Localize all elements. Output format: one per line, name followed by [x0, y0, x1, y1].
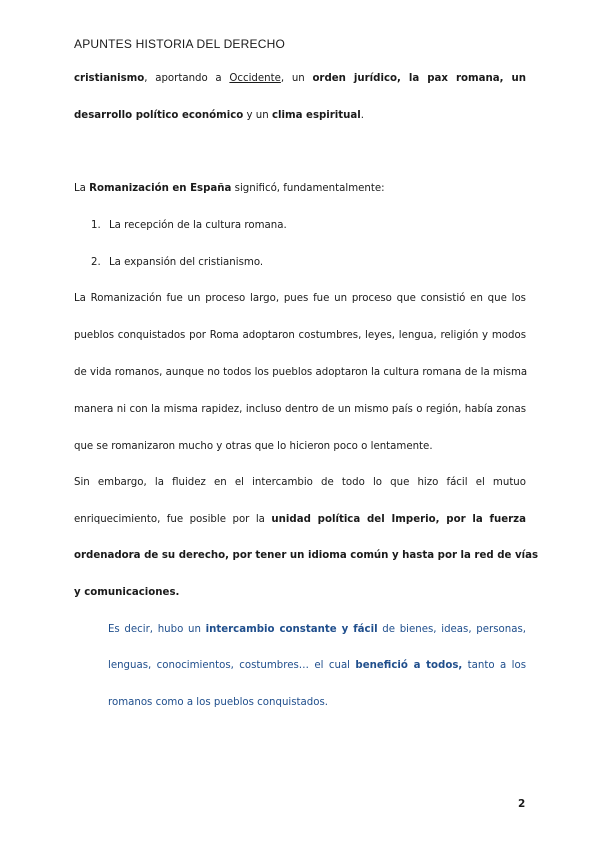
- text-segment: , un: [280, 73, 313, 84]
- term-desarrollo: desarrollo político económico: [74, 110, 244, 121]
- quote-line-2: [108, 660, 526, 671]
- term-cristianismo: cristianismo: [74, 73, 145, 84]
- para2-line: de vida romanos, aunque no todos los pueblos adoptaron la cultura romana de la misma: [74, 367, 528, 378]
- term-unidad-politica: unidad política del Imperio, por la fuerza: [271, 514, 526, 525]
- para2-line: pueblos conquistados por Roma adoptaron costumbres, leyes, lengua, religión y modos: [74, 330, 526, 341]
- para2-line: que se romanizaron mucho y otras que lo hicieron poco o lentamente.: [74, 441, 433, 452]
- para3-line-3: ordenadora de su derecho, por tener un idioma común y hasta por la red de vías: [74, 550, 539, 561]
- para2-line: manera ni con la misma rapidez, incluso dentro de un mismo país o región, había zonas: [74, 404, 526, 415]
- text-segment: La: [74, 183, 90, 194]
- intro-line: [74, 183, 526, 194]
- para1-line-2: [74, 110, 526, 121]
- page-header: APUNTES HISTORIA DEL DERECHO: [74, 37, 285, 51]
- text-segment: , aportando a: [144, 73, 230, 84]
- term-intercambio: intercambio constante y fácil: [205, 624, 378, 635]
- quote-line-3: romanos como a los pueblos conquistados.: [108, 697, 329, 708]
- term-orden-juridico: orden jurídico, la pax romana, un: [312, 73, 526, 84]
- list-item: La recepción de la cultura romana.: [109, 220, 287, 231]
- link-occidente: Occidente: [229, 73, 281, 84]
- para3-line-1: Sin embargo, la fluidez en el intercambio de todo lo que hizo fácil el mutuo: [74, 477, 526, 488]
- text-segment: significó, fundamentalmente:: [231, 183, 385, 194]
- term-beneficio: benefició a todos,: [355, 660, 463, 671]
- para3-line-4: y comunicaciones.: [74, 587, 180, 598]
- text-segment: y un: [243, 110, 272, 121]
- list-item-number: 1.: [91, 220, 101, 231]
- term-clima-espiritual: clima espiritual: [271, 110, 361, 121]
- para3-line-2: [74, 514, 526, 525]
- text-segment: .: [360, 110, 365, 121]
- text-segment: lenguas, conocimientos, costumbres… el cual: [108, 660, 356, 671]
- list-item-number: 2.: [91, 257, 101, 268]
- text-segment: enriquecimiento, fue posible por la: [74, 514, 272, 525]
- list-item: La expansión del cristianismo.: [109, 257, 264, 268]
- page-number: 2: [518, 798, 526, 810]
- para2-line: La Romanización fue un proceso largo, pues fue un proceso que consistió en que los: [74, 293, 526, 304]
- text-segment: de bienes, ideas, personas,: [377, 624, 526, 635]
- para1-line-1: [74, 73, 526, 84]
- text-segment: Es decir, hubo un: [108, 624, 206, 635]
- text-segment: tanto a los: [462, 660, 527, 671]
- term-romanizacion-espana: Romanización en España: [89, 183, 232, 194]
- quote-line-1: [108, 624, 526, 635]
